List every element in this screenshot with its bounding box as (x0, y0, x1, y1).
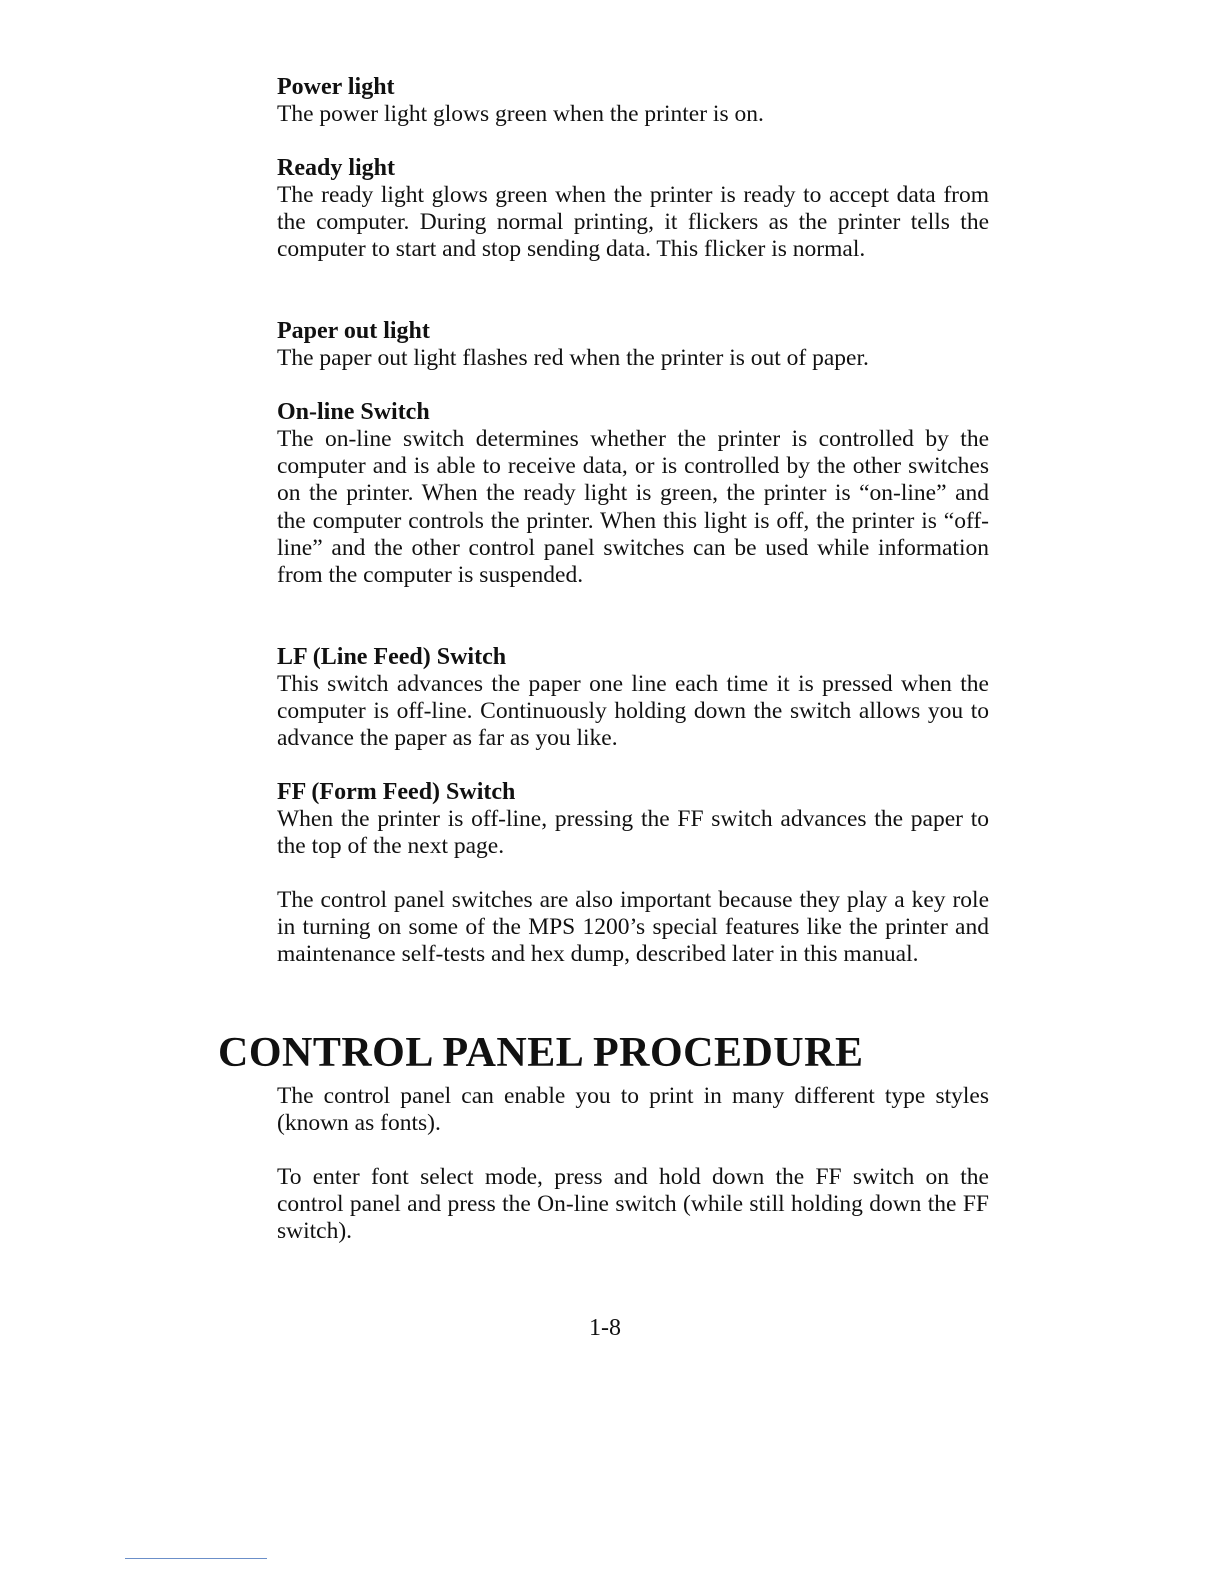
power-light-text: The power light glows green when the printer is on. (277, 101, 764, 127)
ff-switch-heading: FF (Form Feed) Switch (277, 779, 516, 805)
ready-light-heading: Ready light (277, 155, 396, 181)
section-ff-switch (277, 778, 989, 860)
bottom-rule-divider (125, 1558, 267, 1559)
section-power-light (277, 73, 989, 128)
paper-out-light-heading: Paper out light (277, 318, 430, 344)
lf-switch-text: This switch advances the paper one line each time it is pressed when the computer is off-line. Continuously holding down the switch allows you to advance the paper as far as you like. (277, 671, 989, 752)
procedure-paragraph-1: The control panel can enable you to print in many different type styles (known as fonts). (277, 1083, 989, 1137)
ready-light-text: The ready light glows green when the printer is ready to accept data from the computer. During normal printing, it flickers as the printer tells the computer to start and stop sending data. This flicker is normal. (277, 182, 989, 263)
paper-out-light-text: The paper out light flashes red when the printer is out of paper. (277, 345, 869, 371)
procedure-title: CONTROL PANEL PROCEDURE (218, 1030, 864, 1076)
section-closing (277, 887, 989, 969)
online-switch-heading: On-line Switch (277, 399, 430, 425)
power-light-heading: Power light (277, 74, 395, 100)
closing-paragraph: The control panel switches are also important because they play a key role in turning on some of the MPS 1200’s special features like the printer and maintenance self-tests and hex dump, described later in this manual. (277, 887, 989, 968)
section-paper-out-light (277, 317, 989, 372)
procedure-paragraph-2: To enter font select mode, press and hold down the FF switch on the control panel and press the On-line switch (while still holding down the FF switch). (277, 1164, 989, 1245)
section-procedure-intro (277, 1083, 989, 1137)
page-number: 1-8 (589, 1315, 621, 1341)
section-procedure-steps (277, 1164, 989, 1246)
online-switch-text: The on-line switch determines whether the printer is controlled by the computer and is able to receive data, or is controlled by the other switches on the printer. When the ready light is green, the printer is “on-line” and the computer controls the printer. When this light is off, the printer is “off-line” and the other control panel switches can be used while information from the computer is suspended. (277, 426, 989, 589)
section-ready-light (277, 154, 989, 264)
section-online-switch (277, 398, 989, 589)
section-lf-switch (277, 643, 989, 753)
ff-switch-text: When the printer is off-line, pressing the FF switch advances the paper to the top of the next page. (277, 806, 989, 860)
lf-switch-heading: LF (Line Feed) Switch (277, 644, 507, 670)
